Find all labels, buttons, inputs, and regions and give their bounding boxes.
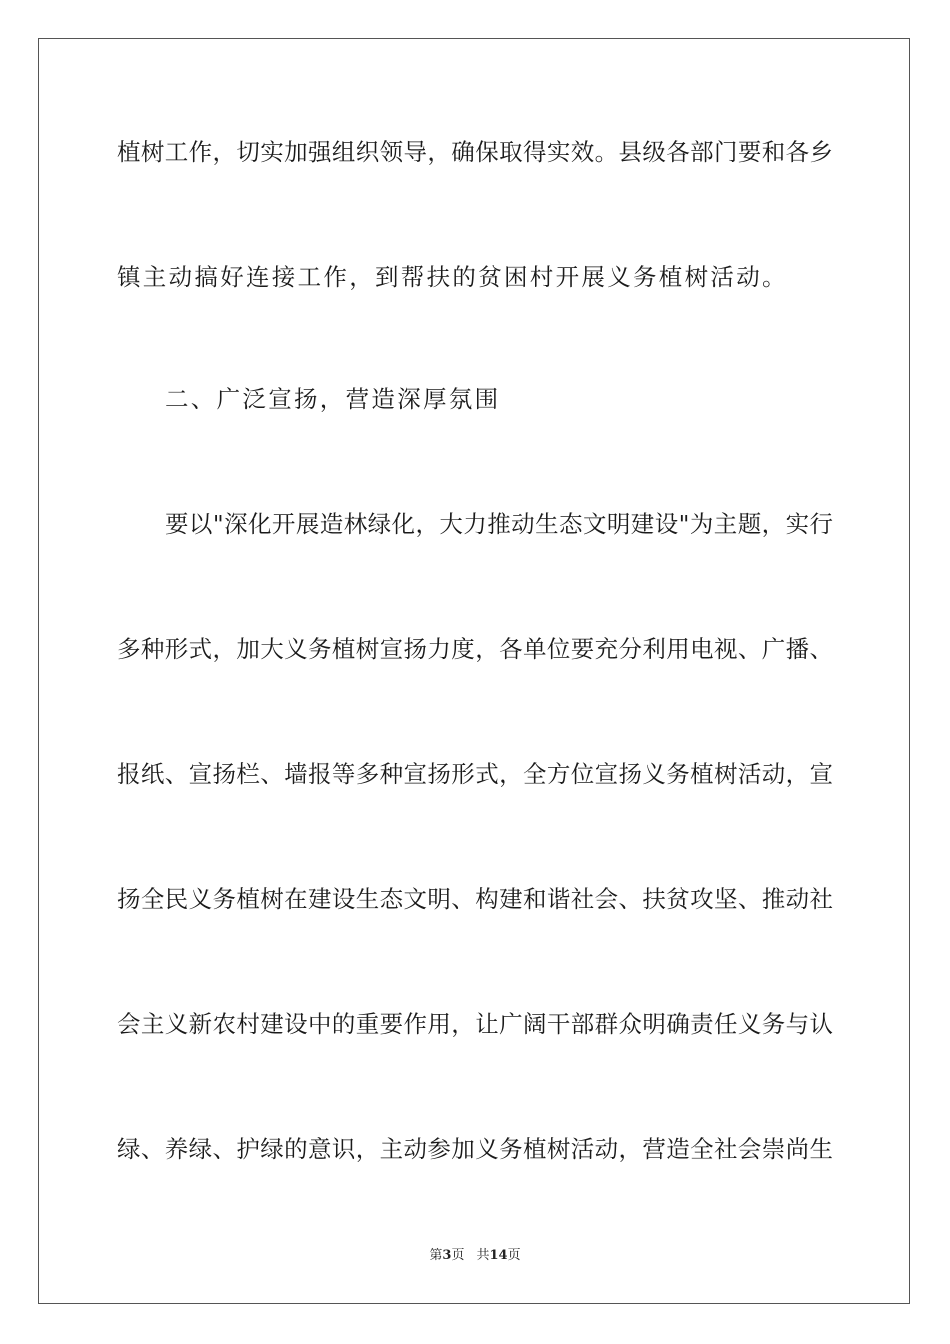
body-line-4: 要以"深化开展造林绿化，大力推动生态文明建设"为主题，实行 [165,510,833,538]
footer-page-suffix: 页 [451,1248,465,1263]
footer-total-prefix: 共 [476,1248,490,1263]
section-heading: 二、广泛宣扬，营造深厚氛围 [165,385,501,413]
page-footer [0,1247,950,1265]
body-line-7: 扬全民义务植树在建设生态文明、构建和谐社会、扶贫攻坚、推动社 [117,885,833,913]
body-line-2: 镇主动搞好连接工作，到帮扶的贫困村开展义务植树活动。 [117,263,788,291]
body-line-6: 报纸、宣扬栏、墙报等多种宣扬形式，全方位宣扬义务植树活动，宣 [117,760,833,788]
body-line-1: 植树工作，切实加强组织领导，确保取得实效。县级各部门要和各乡 [117,138,833,166]
footer-total-suffix: 页 [507,1248,521,1263]
body-line-8: 会主义新农村建设中的重要作用，让广阔干部群众明确责任义务与认 [117,1010,833,1038]
page-border [38,38,910,1304]
body-line-5: 多种形式，加大义务植树宣扬力度，各单位要充分利用电视、广播、 [117,635,833,663]
footer-page-number: 3 [442,1248,452,1263]
footer-total-pages: 14 [489,1248,508,1263]
footer-page-prefix: 第 [429,1248,443,1263]
body-line-9: 绿、养绿、护绿的意识，主动参加义务植树活动，营造全社会崇尚生 [117,1135,833,1163]
